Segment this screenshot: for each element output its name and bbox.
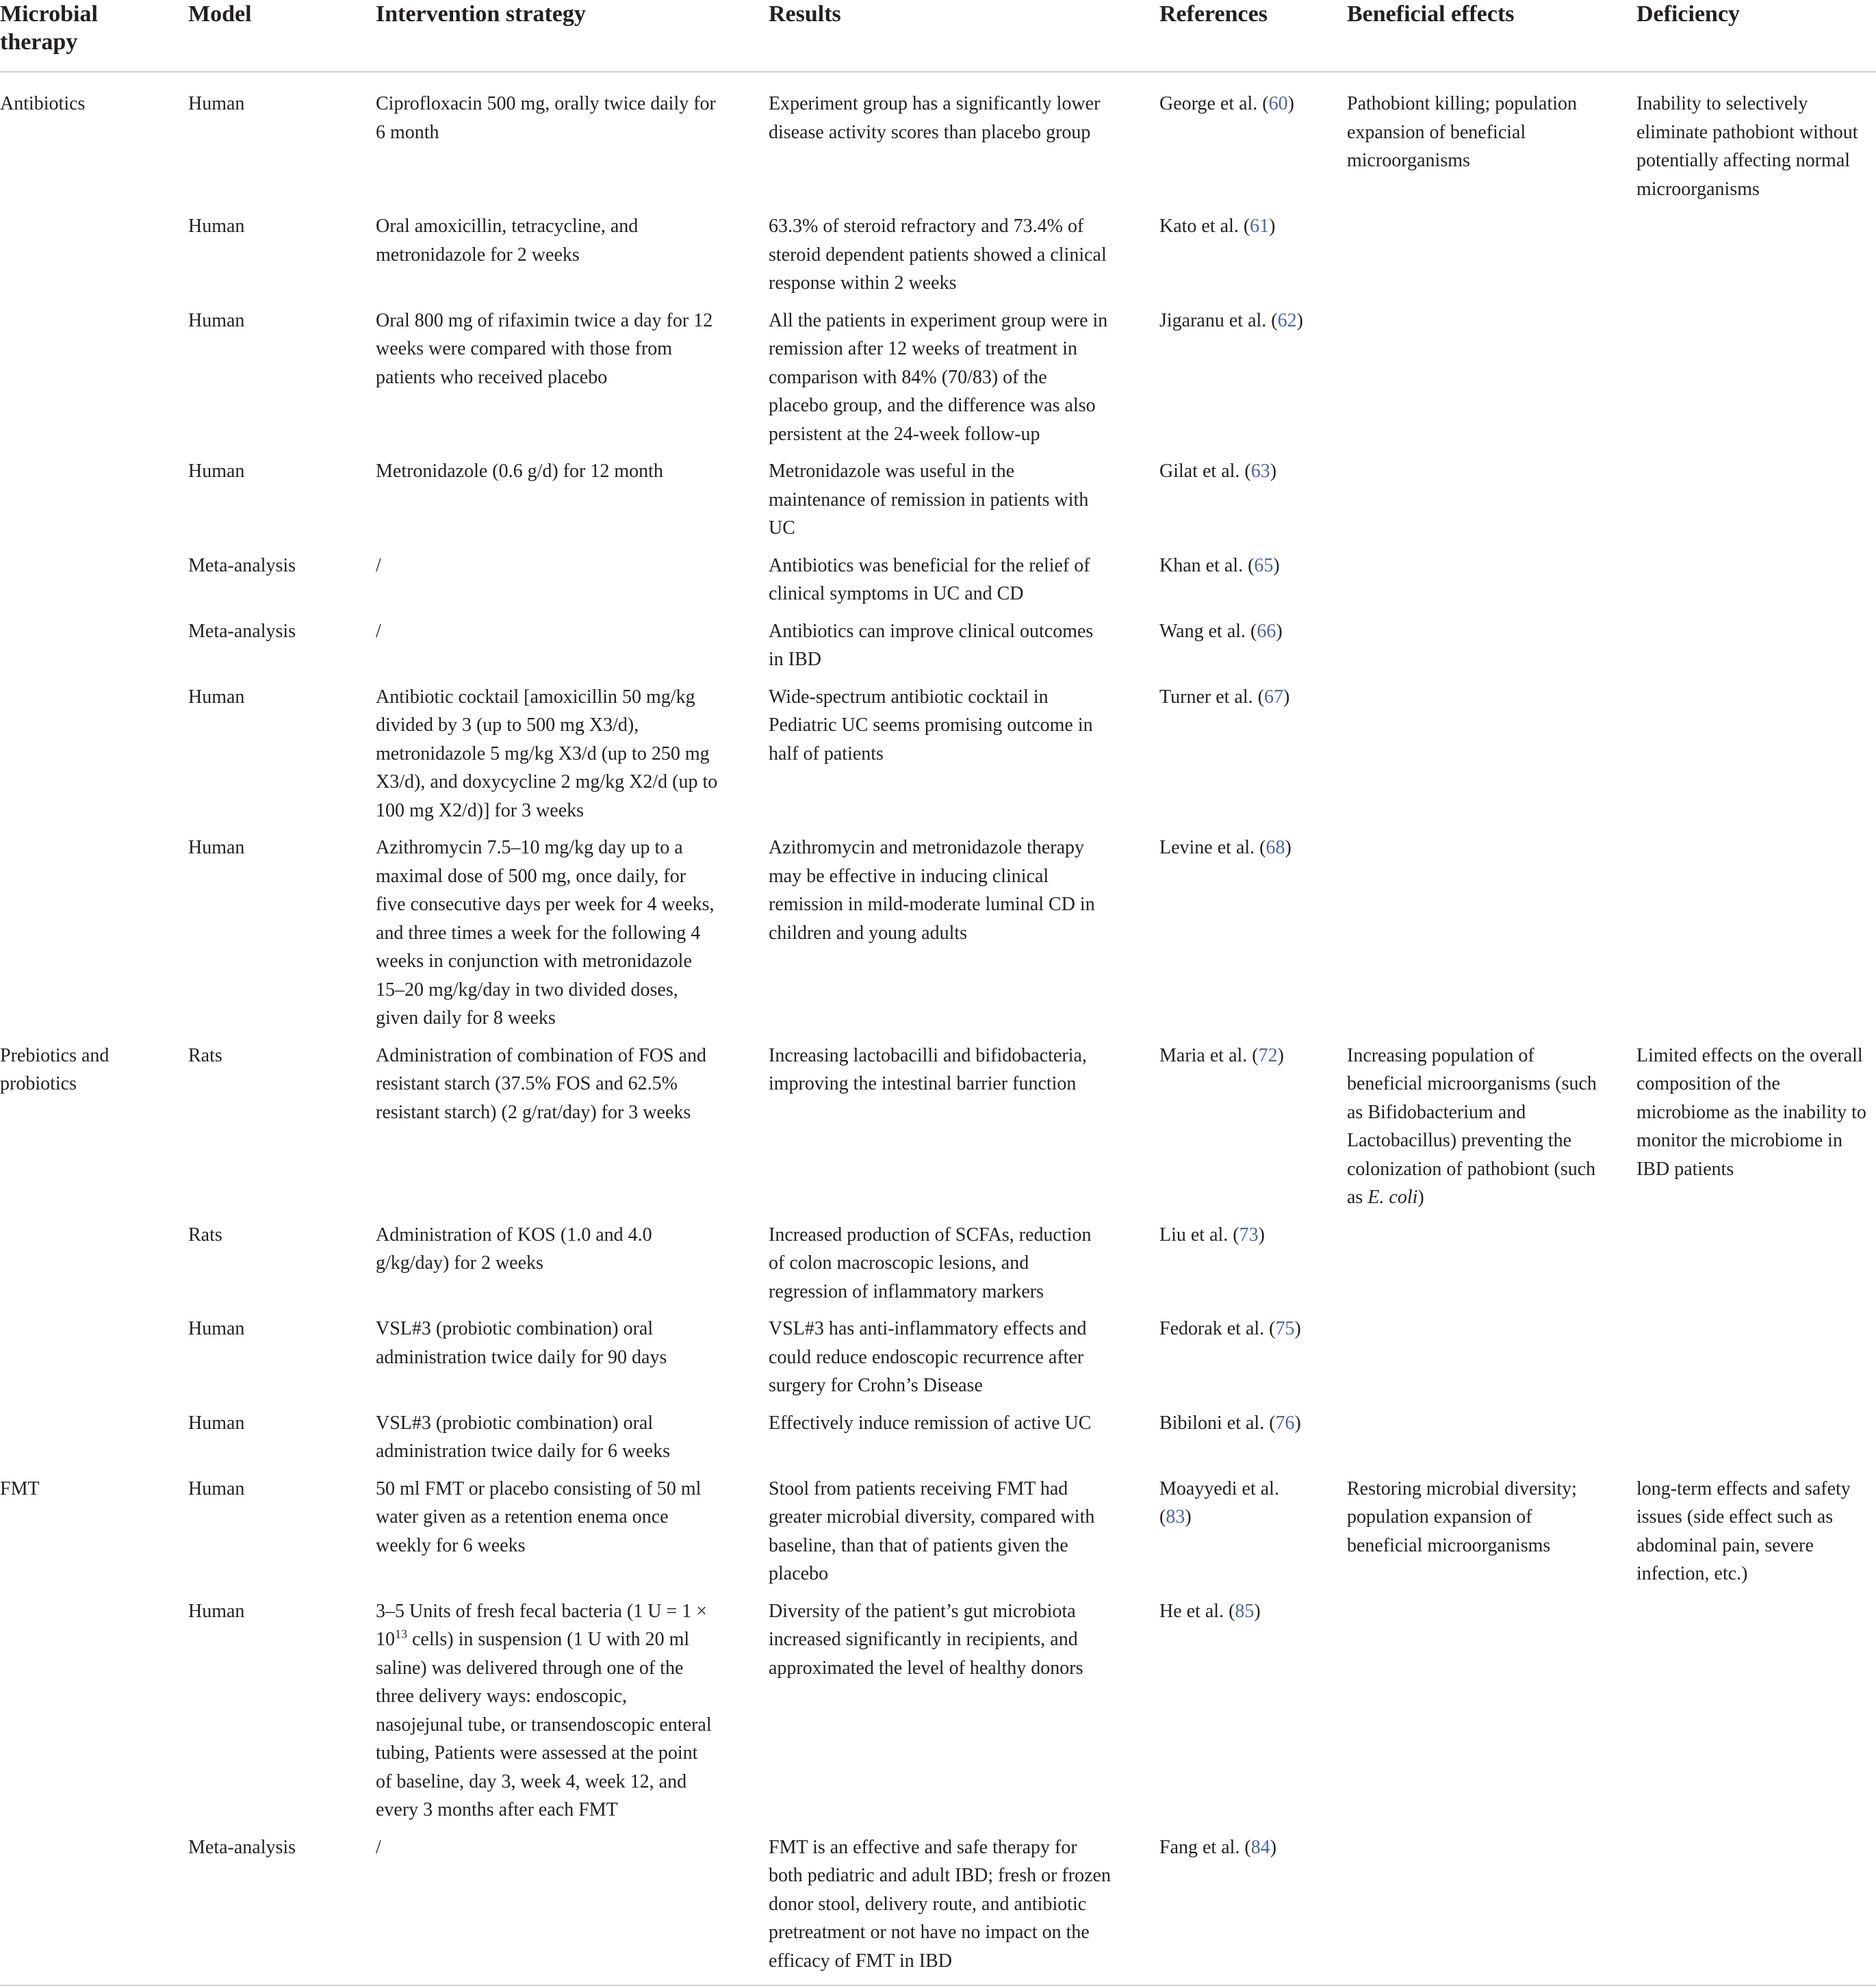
cell-microbial-therapy <box>0 307 188 458</box>
table-row <box>0 1042 1876 1221</box>
cell-references: Liu et al. (73) <box>1159 1224 1265 1246</box>
cell-references: Gilat et al. (63) <box>1159 461 1277 482</box>
cell-deficiency: Limited effects on the overall composition of the microbiome as the inability to monitor the microbiome in IBD patients <box>1636 1044 1866 1180</box>
cell-beneficial-effects <box>1347 1409 1636 1475</box>
reference-link[interactable]: 62 <box>1277 309 1297 331</box>
cell-model: Human <box>188 1318 245 1339</box>
cell-model: Human <box>188 686 245 708</box>
cell-microbial-therapy: Prebiotics and probiotics <box>0 1044 110 1094</box>
reference-link[interactable]: 61 <box>1250 216 1270 237</box>
table-row <box>0 552 1876 617</box>
cell-deficiency <box>1636 457 1876 552</box>
cell-beneficial-effects <box>1347 1315 1636 1409</box>
cell-results: Antibiotics can improve clinical outcomes in IBD <box>769 620 1094 670</box>
cell-microbial-therapy <box>0 834 188 1042</box>
superscript-exponent: 13 <box>395 1627 407 1641</box>
cell-deficiency <box>1636 834 1876 1042</box>
cell-beneficial-effects <box>1347 683 1636 834</box>
cell-intervention-strategy: Metronidazole (0.6 g/d) for 12 month <box>376 461 663 482</box>
cell-results: Wide-spectrum antibiotic cocktail in Pediatric UC seems promising outcome in half of patients <box>769 686 1093 764</box>
cell-intervention-strategy: Oral amoxicillin, tetracycline, and metronidazole for 2 weeks <box>376 216 639 266</box>
cell-beneficial-effects <box>1347 834 1636 1042</box>
cell-intervention-strategy: VSL#3 (probiotic combination) oral administration twice daily for 90 days <box>376 1318 667 1368</box>
reference-link[interactable]: 84 <box>1250 1836 1270 1858</box>
cell-model: Human <box>188 93 245 114</box>
cell-beneficial-effects <box>1347 1597 1636 1833</box>
cell-model: Rats <box>188 1044 222 1066</box>
cell-deficiency <box>1636 1833 1876 1986</box>
cell-beneficial-effects: Pathobiont killing; population expansion of beneficial microorganisms <box>1347 93 1577 171</box>
cell-intervention-strategy: 50 ml FMT or placebo consisting of 50 ml water given as a retention enema once weekly for 6 weeks <box>376 1478 702 1556</box>
column-header-model: Model <box>188 0 376 72</box>
cell-references: Fang et al. (84) <box>1159 1833 1347 1986</box>
cell-references: Fedorak et al. (75) <box>1159 1318 1301 1339</box>
cell-references: George et al. (60) <box>1159 93 1294 114</box>
cell-references: Jigaranu et al. (62) <box>1159 309 1303 331</box>
cell-model: Meta-analysis <box>188 1833 376 1986</box>
cell-results: Azithromycin and metronidazole therapy may be effective in inducing clinical remission in mild-moderate luminal CD in children and young adults <box>769 837 1095 944</box>
cell-deficiency <box>1636 1221 1876 1315</box>
cell-model: Human <box>188 1478 245 1499</box>
cell-beneficial-effects: Increasing population of beneficial microorganisms (such as Bifidobacterium and Lactobacillus) preventing the colonization of pathobiont (such as E. coli) <box>1347 1044 1597 1208</box>
cell-results: Antibiotics was beneficial for the relief of clinical symptoms in UC and CD <box>769 554 1090 604</box>
cell-intervention-strategy: Ciprofloxacin 500 mg, orally twice daily for 6 month <box>376 93 716 143</box>
cell-model: Human <box>188 837 245 858</box>
table-body <box>0 72 1876 1985</box>
cell-results: VSL#3 has anti-inflammatory effects and could reduce endoscopic recurrence after surgery for Crohn’s Disease <box>769 1318 1087 1396</box>
cell-model: Meta-analysis <box>188 554 296 576</box>
cell-references: Kato et al. (61) <box>1159 216 1276 237</box>
cell-results: FMT is an effective and safe therapy for both pediatric and adult IBD; fresh or frozen donor stool, delivery route, and antibiotic pretreatment or not have no impact on the efficacy of FMT in IBD <box>769 1833 1159 1986</box>
cell-beneficial-effects <box>1347 307 1636 458</box>
cell-model: Meta-analysis <box>188 620 296 642</box>
cell-model: Rats <box>188 1224 222 1246</box>
cell-microbial-therapy <box>0 457 188 552</box>
cell-references: Moayyedi et al. (83) <box>1159 1478 1279 1527</box>
cell-deficiency <box>1636 1315 1876 1409</box>
cell-intervention-strategy: 3–5 Units of fresh fecal bacteria (1 $U = 1 \times 10^{13}$ cells) in suspension (1 U with 20 ml saline) was delivered through one of the three delivery ways: endoscopic, nasojejunal tube, or transendoscopic enteral tubing, Patients were assessed at the point of baseline, day 3, week 4, week 12, and every 3 months after each FMT <box>376 1600 712 1820</box>
table-row <box>0 212 1876 307</box>
cell-intervention-strategy: Antibiotic cocktail [amoxicillin 50 mg/kg divided by 3 (up to 500 mg X3/d), metronidazole 5 mg/kg X3/d (up to 250 mg X3/d), and doxycycline 2 mg/kg X2/d (up to 100 mg X2/d)] for 3 weeks <box>376 686 718 821</box>
cell-results: Experiment group has a significantly lower disease activity scores than placebo group <box>769 93 1101 143</box>
cell-intervention-strategy: Administration of KOS (1.0 and 4.0 g/kg/day) for 2 weeks <box>376 1224 652 1274</box>
cell-results: Increased production of SCFAs, reduction of colon macroscopic lesions, and regression of inflammatory markers <box>769 1224 1092 1302</box>
table-row <box>0 72 1876 212</box>
cell-deficiency <box>1636 1409 1876 1475</box>
cell-model: Human <box>188 1412 245 1434</box>
cell-references: Wang et al. (66) <box>1159 620 1283 642</box>
cell-deficiency: long-term effects and safety issues (side effect such as abdominal pain, severe infection, etc.) <box>1636 1478 1851 1584</box>
cell-microbial-therapy <box>0 1221 188 1315</box>
column-header-beneficial-effects: Beneficial effects <box>1347 0 1636 72</box>
reference-link[interactable]: 66 <box>1257 620 1276 642</box>
cell-model: Human <box>188 461 245 482</box>
cell-microbial-therapy <box>0 683 188 834</box>
cell-microbial-therapy <box>0 1315 188 1409</box>
column-header-results: Results <box>769 0 1159 72</box>
reference-link[interactable]: 68 <box>1265 837 1285 858</box>
reference-link[interactable]: 73 <box>1239 1224 1259 1246</box>
cell-deficiency <box>1636 552 1876 617</box>
cell-microbial-therapy: Antibiotics <box>0 93 86 114</box>
table-row <box>0 683 1876 834</box>
column-header-references: References <box>1159 0 1347 72</box>
cell-model: Human <box>188 216 245 237</box>
table-row <box>0 1475 1876 1597</box>
cell-results: Effectively induce remission of active UC <box>769 1412 1092 1434</box>
table-row <box>0 834 1876 1042</box>
cell-results: All the patients in experiment group were in remission after 12 weeks of treatment in comparison with 84% (70/83) of the placebo group, and the difference was also persistent at the 24-week follow-up <box>769 309 1108 445</box>
cell-beneficial-effects <box>1347 212 1636 307</box>
cell-intervention-strategy: Administration of combination of FOS and resistant starch (37.5% FOS and 62.5% resistant starch) (2 g/rat/day) for 3 weeks <box>376 1044 706 1123</box>
table-row <box>0 1409 1876 1475</box>
cell-beneficial-effects <box>1347 552 1636 617</box>
cell-microbial-therapy <box>0 1833 188 1986</box>
cell-references: Levine et al. (68) <box>1159 837 1292 858</box>
cell-beneficial-effects <box>1347 617 1636 683</box>
reference-link[interactable]: 67 <box>1263 686 1283 708</box>
cell-microbial-therapy <box>0 552 188 617</box>
reference-link[interactable]: 83 <box>1166 1506 1185 1527</box>
cell-results: Stool from patients receiving FMT had greater microbial diversity, compared with baseline, than that of patients given the placebo <box>769 1478 1095 1584</box>
cell-beneficial-effects <box>1347 1221 1636 1315</box>
cell-references: Turner et al. (67) <box>1159 686 1290 708</box>
cell-microbial-therapy <box>0 212 188 307</box>
cell-results: Diversity of the patient’s gut microbiota increased significantly in recipients, and approximated the level of healthy donors <box>769 1600 1083 1679</box>
column-header-intervention-strategy: Intervention strategy <box>376 0 769 72</box>
cell-intervention-strategy: VSL#3 (probiotic combination) oral administration twice daily for 6 weeks <box>376 1412 670 1462</box>
cell-references: Khan et al. (65) <box>1159 554 1280 576</box>
cell-results: Metronidazole was useful in the maintenance of remission in patients with UC <box>769 461 1089 539</box>
cell-deficiency <box>1636 307 1876 458</box>
cell-references: Bibiloni et al. (76) <box>1159 1412 1301 1434</box>
column-header-deficiency: Deficiency <box>1636 0 1876 72</box>
reference-link[interactable]: 85 <box>1235 1600 1255 1622</box>
cell-intervention-strategy: / <box>376 620 381 642</box>
cell-beneficial-effects <box>1347 1833 1636 1986</box>
cell-intervention-strategy: Azithromycin 7.5–10 mg/kg day up to a maximal dose of 500 mg, once daily, for five consecutive days per week for 4 weeks, and three times a week for the following 4 weeks in conjunction with metronidazole 15–20 mg/kg/day in two divided doses, given daily for 8 weeks <box>376 837 715 1029</box>
reference-link[interactable]: 76 <box>1275 1412 1295 1434</box>
cell-deficiency <box>1636 1597 1876 1833</box>
cell-references: He et al. (85) <box>1159 1600 1261 1622</box>
table-header-row <box>0 0 1876 72</box>
table-row <box>0 1221 1876 1315</box>
table-row <box>0 617 1876 683</box>
cell-model: Human <box>188 309 245 331</box>
cell-results: Increasing lactobacilli and bifidobacteria, improving the intestinal barrier function <box>769 1044 1087 1094</box>
reference-link[interactable]: 65 <box>1254 554 1274 576</box>
cell-microbial-therapy: FMT <box>0 1478 40 1499</box>
cell-deficiency <box>1636 683 1876 834</box>
cell-microbial-therapy <box>0 617 188 683</box>
cell-beneficial-effects <box>1347 457 1636 552</box>
cell-model: Human <box>188 1600 245 1622</box>
table-row <box>0 1315 1876 1409</box>
reference-link[interactable]: 75 <box>1275 1318 1295 1339</box>
reference-link[interactable]: 72 <box>1258 1044 1278 1066</box>
cell-deficiency <box>1636 212 1876 307</box>
table-row <box>0 1833 1876 1986</box>
column-header-microbial-therapy: Microbial therapy <box>0 0 188 72</box>
cell-microbial-therapy <box>0 1409 188 1475</box>
reference-link[interactable]: 60 <box>1268 93 1288 114</box>
cell-intervention-strategy: / <box>376 554 381 576</box>
table-row <box>0 457 1876 552</box>
cell-intervention-strategy: / <box>376 1833 769 1986</box>
cell-deficiency: Inability to selectively eliminate pathobiont without potentially affecting normal microorganisms <box>1636 93 1858 200</box>
table-row <box>0 307 1876 458</box>
reference-link[interactable]: 63 <box>1250 461 1270 482</box>
cell-results: 63.3% of steroid refractory and 73.4% of steroid dependent patients showed a clinical response within 2 weeks <box>769 216 1107 294</box>
cell-microbial-therapy <box>0 1597 188 1833</box>
cell-deficiency <box>1636 617 1876 683</box>
table-row <box>0 1597 1876 1833</box>
cell-beneficial-effects: Restoring microbial diversity; population expansion of beneficial microorganisms <box>1347 1478 1577 1556</box>
cell-references: Maria et al. (72) <box>1159 1044 1284 1066</box>
cell-intervention-strategy: Oral 800 mg of rifaximin twice a day for 12 weeks were compared with those from patients who received placebo <box>376 309 713 388</box>
